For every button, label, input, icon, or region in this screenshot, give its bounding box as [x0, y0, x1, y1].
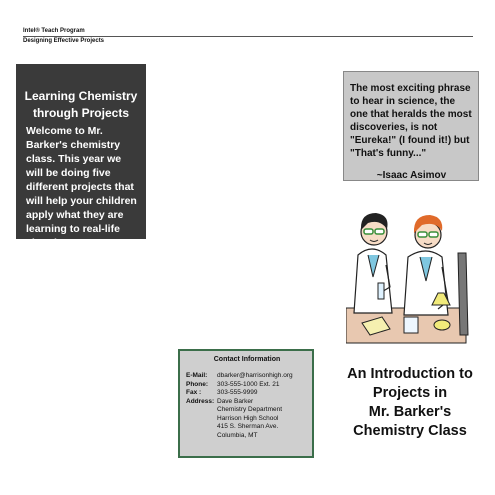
address-line: Dave Barker	[217, 397, 254, 405]
page-header	[23, 28, 473, 45]
email-value[interactable]: dbarker@harrisonhigh.org	[217, 372, 293, 379]
address-line: Chemistry Department	[217, 406, 283, 413]
contact-panel	[178, 349, 314, 458]
program-subtitle: Designing Effective Projects	[23, 38, 105, 44]
address-line: Harrison High School	[217, 414, 279, 422]
intro-title-line2: through Projects	[32, 106, 129, 120]
booklet-title-line3: Mr. Barker's	[368, 404, 452, 420]
intro-panel	[16, 64, 146, 249]
program-name: Intel® Teach Program	[23, 28, 85, 34]
quote-text: The most exciting phrase to hear in science, the one that heralds the most discoveries, is not "Eureka!" (I found it!) but "That's funny..."	[350, 83, 472, 159]
contact-phone-row	[186, 381, 308, 390]
fax-value: 303-555-9999	[217, 389, 258, 396]
contact-title: Contact Information	[213, 356, 281, 363]
contact-address-row	[186, 398, 308, 441]
scientists-illustration-icon	[346, 205, 476, 345]
contact-email-row	[186, 372, 308, 381]
phone-value: 303-555-1000 Ext. 21	[217, 380, 280, 388]
phone-label: Phone:	[186, 380, 209, 388]
intro-body: Welcome to Mr. Barker's chemistry class. This year we will be doing five different projects that will help your children apply what they are learning to real-life situations.	[26, 125, 137, 249]
intro-title-line1: Learning Chemistry	[24, 89, 138, 103]
address-value	[217, 398, 308, 441]
quote-author: ~Isaac Asimov	[376, 170, 447, 181]
booklet-title	[345, 365, 475, 441]
contact-fax-row	[186, 389, 308, 398]
address-line: 415 S. Sherman Ave.	[217, 423, 279, 430]
booklet-title-line1: An Introduction to	[347, 366, 473, 382]
fax-label: Fax :	[186, 389, 202, 396]
booklet-title-line4: Chemistry Class	[353, 423, 467, 439]
email-label: E-Mail:	[186, 372, 208, 379]
booklet-title-line2: Projects in	[372, 385, 448, 401]
address-line: Columbia, MT	[217, 431, 258, 439]
intro-title	[22, 88, 140, 122]
address-label: Address:	[186, 397, 215, 405]
quote-panel	[343, 71, 479, 181]
